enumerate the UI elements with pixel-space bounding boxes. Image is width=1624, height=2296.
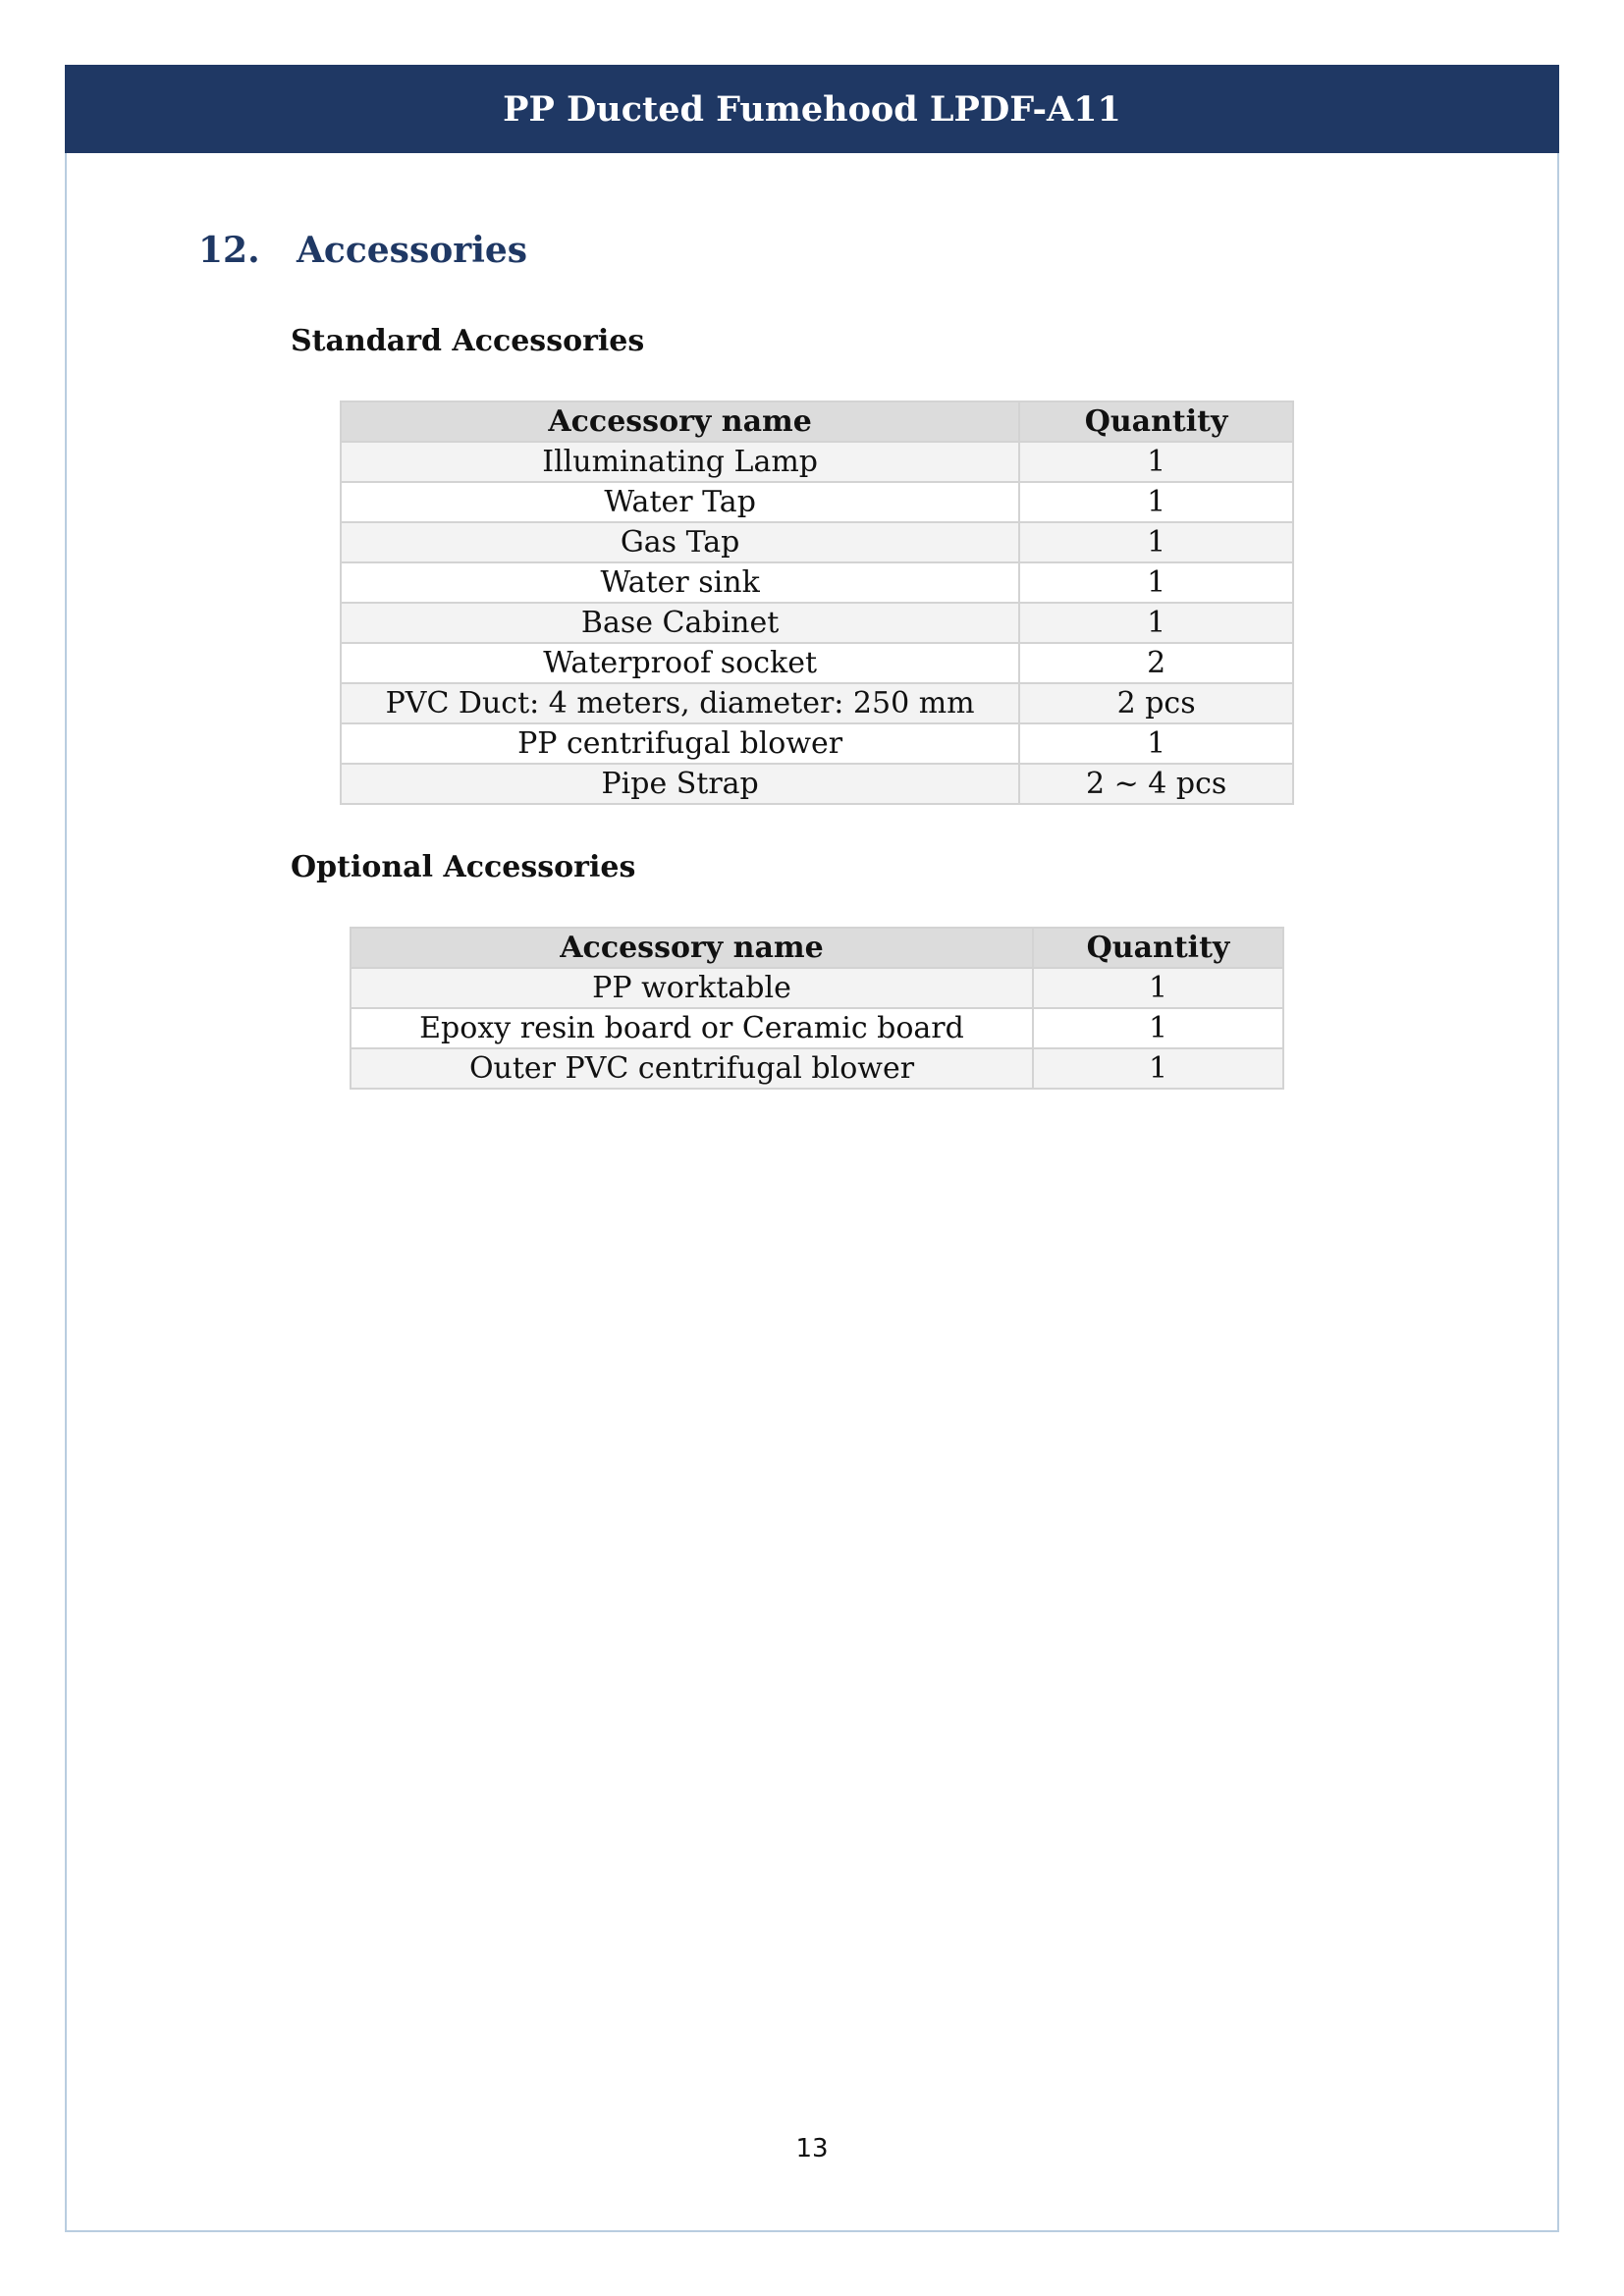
- quantity-cell: 2 ~ 4 pcs: [1019, 764, 1293, 804]
- quantity-cell: 1: [1019, 442, 1293, 482]
- accessory-name-cell: PP centrifugal blower: [341, 723, 1019, 764]
- accessory-name-cell: PP worktable: [351, 968, 1033, 1008]
- table-row: [351, 968, 1283, 1008]
- quantity-cell: 1: [1019, 522, 1293, 562]
- section-number: 12.: [198, 230, 260, 271]
- quantity-cell: 1: [1019, 562, 1293, 603]
- table-row: [341, 723, 1293, 764]
- quantity-cell: 1: [1019, 603, 1293, 643]
- page-number: 13: [795, 2134, 829, 2163]
- table-row: [341, 643, 1293, 683]
- quantity-cell: 1: [1019, 723, 1293, 764]
- accessory-name-cell: Illuminating Lamp: [341, 442, 1019, 482]
- table-row: [341, 562, 1293, 603]
- quantity-cell: 1: [1019, 482, 1293, 522]
- optional-accessories-heading: Optional Accessories: [291, 850, 636, 884]
- table-row: [341, 522, 1293, 562]
- column-header-accessory-name: Accessory name: [341, 401, 1019, 442]
- optional-accessories-table: [350, 927, 1284, 1090]
- accessory-name-cell: Pipe Strap: [341, 764, 1019, 804]
- page-frame: [65, 65, 1559, 2232]
- table-row: [341, 482, 1293, 522]
- table-row: [341, 603, 1293, 643]
- table-header-row: [341, 401, 1293, 442]
- table-row: [351, 1048, 1283, 1089]
- column-header-quantity: Quantity: [1033, 928, 1283, 968]
- accessory-name-cell: Outer PVC centrifugal blower: [351, 1048, 1033, 1089]
- accessory-name-cell: Epoxy resin board or Ceramic board: [351, 1008, 1033, 1048]
- accessory-name-cell: Waterproof socket: [341, 643, 1019, 683]
- table-row: [341, 442, 1293, 482]
- column-header-accessory-name: Accessory name: [351, 928, 1033, 968]
- section-title: Accessories: [297, 230, 528, 271]
- accessory-name-cell: Base Cabinet: [341, 603, 1019, 643]
- quantity-cell: 2 pcs: [1019, 683, 1293, 723]
- accessory-name-cell: Gas Tap: [341, 522, 1019, 562]
- accessory-name-cell: Water sink: [341, 562, 1019, 603]
- quantity-cell: 1: [1033, 968, 1283, 1008]
- document-header: [65, 65, 1559, 153]
- accessory-name-cell: Water Tap: [341, 482, 1019, 522]
- column-header-quantity: Quantity: [1019, 401, 1293, 442]
- quantity-cell: 1: [1033, 1008, 1283, 1048]
- document-title: PP Ducted Fumehood LPDF-A11: [503, 88, 1121, 130]
- standard-accessories-heading: Standard Accessories: [291, 324, 645, 358]
- standard-accessories-table: [340, 400, 1294, 805]
- table-row: [351, 1008, 1283, 1048]
- table-header-row: [351, 928, 1283, 968]
- quantity-cell: 1: [1033, 1048, 1283, 1089]
- table-row: [341, 683, 1293, 723]
- accessory-name-cell: PVC Duct: 4 meters, diameter: 250 mm: [341, 683, 1019, 723]
- section-heading: [198, 230, 527, 271]
- table-row: [341, 764, 1293, 804]
- quantity-cell: 2: [1019, 643, 1293, 683]
